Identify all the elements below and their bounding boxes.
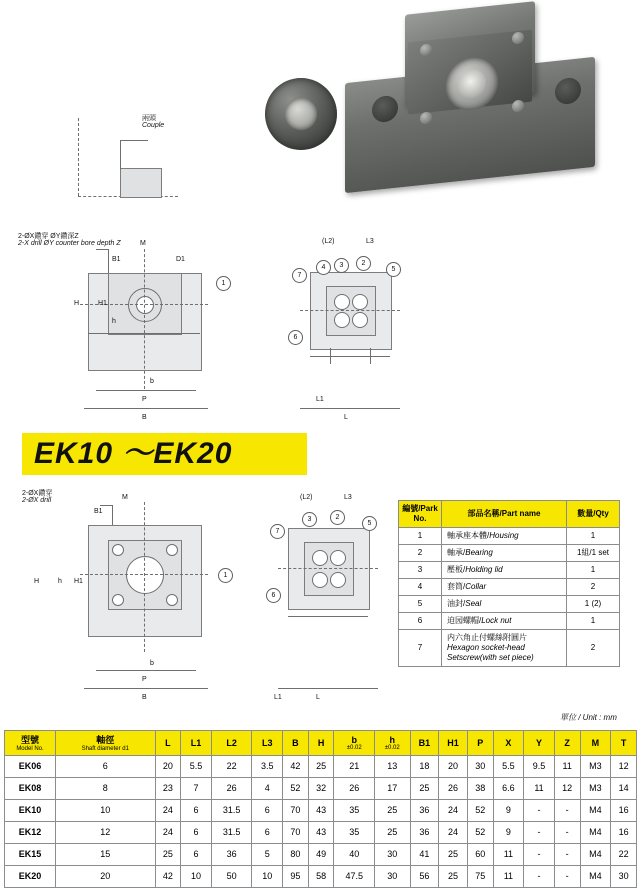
spec-header-h: h ±0.02 [374, 731, 410, 756]
bubble-5-top: 5 [386, 262, 401, 277]
dim-L1-bottom: L1 [274, 694, 282, 701]
spec-cell: 56 [410, 865, 439, 887]
table-row [399, 579, 620, 596]
spec-cell: 26 [211, 777, 252, 799]
spec-cell: 16 [611, 821, 637, 843]
spec-cell: 30 [374, 843, 410, 865]
parts-header-name: 部品名稱/Part name [442, 501, 567, 528]
spec-cell: 17 [374, 777, 410, 799]
spec-cell: 14 [611, 777, 637, 799]
table-row [5, 777, 637, 799]
section-title-banner [22, 433, 307, 475]
spec-table-header-row [5, 731, 637, 756]
dim-H1-top: H1 [98, 300, 107, 307]
spec-header-L2: L2 [211, 731, 252, 756]
spec-cell: 13 [374, 755, 410, 777]
spec-cell: 75 [467, 865, 493, 887]
parts-cell-no: 4 [399, 579, 442, 596]
parts-cell-qty: 1組/1 set [567, 545, 620, 562]
parts-cell-name: 套筒/Collar [442, 579, 567, 596]
spec-cell: 20 [155, 755, 181, 777]
spec-cell: 9 [493, 799, 524, 821]
spec-cell: 25 [374, 799, 410, 821]
spec-cell: 52 [283, 777, 309, 799]
spec-cell: 26 [334, 777, 375, 799]
product-photo [250, 0, 641, 215]
spec-cell: 35 [334, 821, 375, 843]
parts-cell-name: 迫园螺帽/Lock nut [442, 613, 567, 630]
spec-cell: 40 [334, 843, 375, 865]
parts-cell-qty: 1 [567, 562, 620, 579]
spec-cell: - [554, 821, 580, 843]
spec-cell: 42 [155, 865, 181, 887]
couple-note-en: Couple [142, 122, 165, 129]
spec-cell-model: EK15 [5, 843, 56, 865]
spec-cell: - [554, 843, 580, 865]
spec-header-H1: H1 [439, 731, 468, 756]
spec-header-軸徑: 軸徑 Shaft diameter d1 [56, 731, 156, 756]
parts-cell-name: 軸承座本體/Housing [442, 528, 567, 545]
spec-cell: 22 [611, 843, 637, 865]
bubble-1-top: 1 [216, 276, 231, 291]
spec-header-L3: L3 [252, 731, 283, 756]
spec-cell: M4 [580, 799, 611, 821]
dim-L1-top: L1 [316, 396, 324, 403]
spec-cell: 16 [611, 799, 637, 821]
dim-M-top: M [140, 240, 146, 247]
table-row [399, 562, 620, 579]
spec-cell: - [524, 821, 555, 843]
section-title: EK10 ～EK20 [34, 437, 233, 470]
dim-M-bottom: M [122, 494, 128, 501]
spec-cell: 12 [611, 755, 637, 777]
drill-note-en-bottom: 2-ØX drill [22, 497, 52, 504]
table-row [5, 865, 637, 887]
parts-cell-qty: 1 (2) [567, 596, 620, 613]
spec-header-X: X [493, 731, 524, 756]
spec-cell: 52 [467, 799, 493, 821]
spec-cell: - [554, 865, 580, 887]
drill-note-en-top: 2-X drill ØY counter bore depth Z [18, 240, 121, 247]
spec-cell: 43 [308, 821, 334, 843]
spec-cell: 18 [410, 755, 439, 777]
spec-cell: 15 [56, 843, 156, 865]
spec-cell: 25 [439, 843, 468, 865]
bubble-7-top: 7 [292, 268, 307, 283]
dim-b-top: b [150, 378, 154, 385]
spec-header-Z: Z [554, 731, 580, 756]
spec-cell: 11 [493, 865, 524, 887]
dim-h-bottom: h [58, 578, 62, 585]
spec-cell: 30 [467, 755, 493, 777]
spec-cell: - [524, 843, 555, 865]
bubble-4-top: 4 [316, 260, 331, 275]
spec-cell: 20 [439, 755, 468, 777]
spec-cell: - [524, 865, 555, 887]
dim-B-top: B [142, 414, 147, 421]
spec-cell: 38 [467, 777, 493, 799]
spec-cell: 32 [308, 777, 334, 799]
bubble-2-top: 2 [356, 256, 371, 271]
dim-H1-bottom: H1 [74, 578, 83, 585]
spec-cell: M4 [580, 865, 611, 887]
bubble-3-bottom: 3 [302, 512, 317, 527]
spec-cell: 5 [252, 843, 283, 865]
table-row [399, 630, 620, 667]
spec-cell: 60 [467, 843, 493, 865]
dim-B1-top: B1 [112, 256, 121, 263]
spec-cell: 6 [181, 843, 212, 865]
dim-L2-bottom: (L2) [300, 494, 313, 501]
spec-cell: 24 [439, 821, 468, 843]
spec-cell: 36 [410, 821, 439, 843]
parts-cell-no: 2 [399, 545, 442, 562]
parts-cell-no: 1 [399, 528, 442, 545]
unit-note: 單位 / Unit : mm [560, 713, 617, 722]
spec-cell-model: EK20 [5, 865, 56, 887]
spec-cell: 10 [252, 865, 283, 887]
parts-table [398, 500, 620, 667]
spec-cell: 30 [374, 865, 410, 887]
spec-cell: 9.5 [524, 755, 555, 777]
spec-cell: 43 [308, 799, 334, 821]
spec-cell-model: EK08 [5, 777, 56, 799]
table-row [399, 613, 620, 630]
parts-cell-name: 内六角止付螺絲附圓片 Hexagon socket-head Setscrew(with set piece) [442, 630, 567, 667]
spec-cell: 4 [252, 777, 283, 799]
spec-cell: 30 [611, 865, 637, 887]
spec-cell-model: EK06 [5, 755, 56, 777]
spec-cell: 6 [252, 799, 283, 821]
spec-cell: 6 [56, 755, 156, 777]
parts-cell-qty: 1 [567, 528, 620, 545]
collar-ring-photo [265, 78, 337, 150]
spec-cell: 11 [554, 755, 580, 777]
spec-cell: 11 [493, 843, 524, 865]
spec-cell: 36 [211, 843, 252, 865]
dim-b-bottom: b [150, 660, 154, 667]
parts-cell-qty: 2 [567, 630, 620, 667]
spec-cell: 6 [252, 821, 283, 843]
spec-cell: 11 [524, 777, 555, 799]
spec-cell: 36 [410, 799, 439, 821]
spec-header-b: b ±0.02 [334, 731, 375, 756]
spec-cell: 5.5 [181, 755, 212, 777]
parts-cell-no: 5 [399, 596, 442, 613]
spec-cell: 5.5 [493, 755, 524, 777]
dim-L-top: L [344, 414, 348, 421]
spec-cell: 25 [155, 843, 181, 865]
spec-cell: 25 [410, 777, 439, 799]
spec-cell: 12 [554, 777, 580, 799]
spec-cell: 22 [211, 755, 252, 777]
spec-cell: 24 [439, 799, 468, 821]
spec-cell: 42 [283, 755, 309, 777]
spec-cell: 24 [155, 799, 181, 821]
dim-h-top: h [112, 318, 116, 325]
spec-cell: 9 [493, 821, 524, 843]
spec-cell: 25 [439, 865, 468, 887]
spec-cell: 50 [211, 865, 252, 887]
spec-cell: 70 [283, 821, 309, 843]
parts-cell-no: 7 [399, 630, 442, 667]
dim-L3-bottom: L3 [344, 494, 352, 501]
spec-cell: 10 [181, 865, 212, 887]
spec-cell: 20 [56, 865, 156, 887]
spec-cell: 6 [181, 799, 212, 821]
spec-cell: - [524, 799, 555, 821]
spec-table [4, 730, 637, 888]
dim-P-top: P [142, 396, 147, 403]
spec-header-H: H [308, 731, 334, 756]
spec-cell: 23 [155, 777, 181, 799]
parts-cell-qty: 2 [567, 579, 620, 596]
dim-L3-top: L3 [366, 238, 374, 245]
spec-cell: 31.5 [211, 799, 252, 821]
table-row [399, 545, 620, 562]
spec-cell: 25 [374, 821, 410, 843]
spec-header-T: T [611, 731, 637, 756]
spec-cell: 12 [56, 821, 156, 843]
table-row [5, 821, 637, 843]
parts-cell-no: 3 [399, 562, 442, 579]
spec-cell: 26 [439, 777, 468, 799]
spec-cell: 41 [410, 843, 439, 865]
table-row [5, 755, 637, 777]
dim-L-bottom: L [316, 694, 320, 701]
spec-cell: 80 [283, 843, 309, 865]
parts-cell-name: 軸承/Bearing [442, 545, 567, 562]
bubble-1-bottom: 1 [218, 568, 233, 583]
spec-cell: M3 [580, 755, 611, 777]
drill-note-cn-bottom: 2-ØX鑽穿 [22, 490, 53, 497]
spec-cell: 6.6 [493, 777, 524, 799]
table-row [399, 528, 620, 545]
spec-cell: - [554, 799, 580, 821]
table-row [399, 596, 620, 613]
bubble-5-bottom: 5 [362, 516, 377, 531]
spec-cell-model: EK10 [5, 799, 56, 821]
dim-B1-bottom: B1 [94, 508, 103, 515]
spec-header-P: P [467, 731, 493, 756]
spec-cell: 6 [181, 821, 212, 843]
spec-cell-model: EK12 [5, 821, 56, 843]
parts-cell-no: 6 [399, 613, 442, 630]
spec-cell: 95 [283, 865, 309, 887]
parts-cell-qty: 1 [567, 613, 620, 630]
spec-cell: 3.5 [252, 755, 283, 777]
spec-header-型號: 型號 Model No. [5, 731, 56, 756]
spec-header-Y: Y [524, 731, 555, 756]
spec-header-M: M [580, 731, 611, 756]
spec-cell: 47.5 [334, 865, 375, 887]
spec-cell: M3 [580, 777, 611, 799]
parts-header-no: 編號/Park No. [399, 501, 442, 528]
couple-note-cn: 兩頭 [142, 115, 156, 122]
spec-cell: M4 [580, 843, 611, 865]
spec-cell: 10 [56, 799, 156, 821]
spec-cell: 7 [181, 777, 212, 799]
spec-cell: 24 [155, 821, 181, 843]
spec-header-B1: B1 [410, 731, 439, 756]
spec-cell: 35 [334, 799, 375, 821]
dim-H-top: H [74, 300, 80, 307]
bubble-7-bottom: 7 [270, 524, 285, 539]
dim-B-bottom: B [142, 694, 147, 701]
parts-header-qty: 數量/Qty [567, 501, 620, 528]
table-row [5, 843, 637, 865]
spec-cell: 52 [467, 821, 493, 843]
bubble-2-bottom: 2 [330, 510, 345, 525]
dim-H-bottom: H [34, 578, 40, 585]
drill-note-cn-top: 2-ØX鑽穿 ØY鑽深Z [18, 233, 79, 240]
spec-header-L: L [155, 731, 181, 756]
spec-header-L1: L1 [181, 731, 212, 756]
bubble-6-top: 6 [288, 330, 303, 345]
spec-cell: 49 [308, 843, 334, 865]
spec-cell: M4 [580, 821, 611, 843]
parts-table-header-row [399, 501, 620, 528]
table-row [5, 799, 637, 821]
dim-D1-top: D1 [176, 256, 185, 263]
spec-cell: 25 [308, 755, 334, 777]
bubble-6-bottom: 6 [266, 588, 281, 603]
spec-cell: 70 [283, 799, 309, 821]
spec-cell: 21 [334, 755, 375, 777]
spec-cell: 8 [56, 777, 156, 799]
bubble-3-top: 3 [334, 258, 349, 273]
spec-header-B: B [283, 731, 309, 756]
dim-P-bottom: P [142, 676, 147, 683]
spec-cell: 31.5 [211, 821, 252, 843]
parts-cell-name: 壓板/Holding lid [442, 562, 567, 579]
spec-cell: 58 [308, 865, 334, 887]
dim-L2-top: (L2) [322, 238, 335, 245]
parts-cell-name: 油封/Seal [442, 596, 567, 613]
